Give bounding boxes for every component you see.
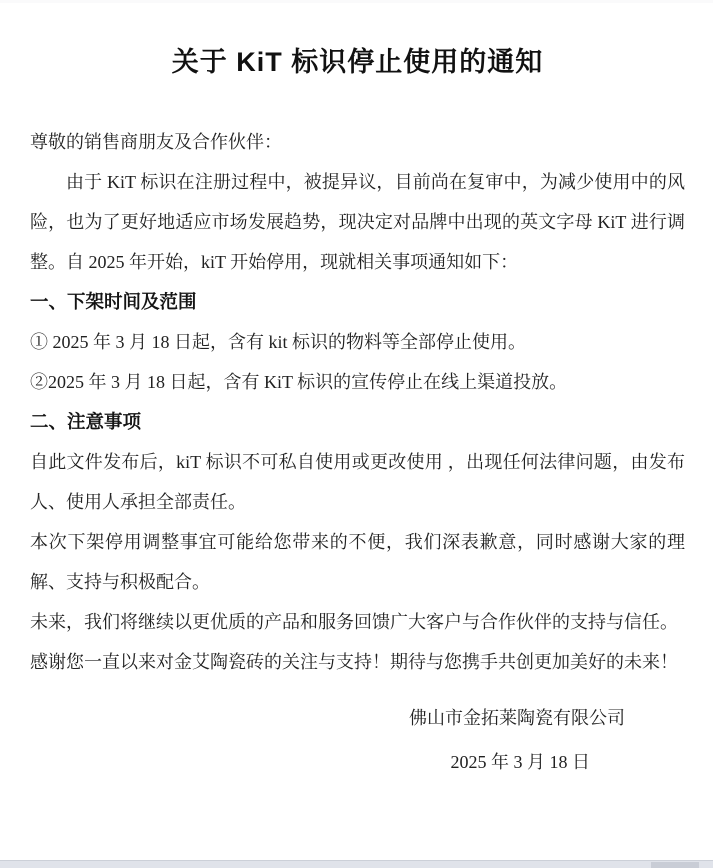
section-2-paragraph-2: 本次下架停用调整事宜可能给您带来的不便，我们深表歉意，同时感谢大家的理解、支持与积极配合。 (30, 532, 685, 592)
bottom-scrollbar[interactable] (0, 860, 713, 868)
salutation-line: 尊敬的销售商朋友及合作伙伴： (30, 132, 282, 152)
section-1-item-1: ① 2025 年 3 月 18 日起，含有 kit 标识的物料等全部停止使用。 (30, 332, 526, 352)
section-2-paragraph-4: 感谢您一直以来对金艾陶瓷砖的关注与支持！期待与您携手共创更加美好的未来！ (30, 652, 678, 672)
signature-date: 2025 年 3 月 18 日 (450, 752, 590, 772)
signature-block (30, 696, 685, 784)
intro-paragraph: 由于 KiT 标识在注册过程中，被提异议，目前尚在复审中，为减少使用中的风险，也为了更好地适应市场发展趋势，现决定对品牌中出现的英文字母 KiT 进行调整。自 2025 年开始，kiT 开始停用，现就相关事项通知如下： (30, 172, 685, 272)
section-1-heading: 一、下架时间及范围 (30, 291, 197, 312)
scrollbar-thumb[interactable] (651, 862, 699, 868)
section-2-heading: 二、注意事项 (30, 411, 142, 432)
section-2-paragraph-3: 未来，我们将继续以更优质的产品和服务回馈广大客户与合作伙伴的支持与信任。 (30, 612, 678, 632)
page-top-edge (0, 0, 713, 3)
signature-company-name: 佛山市金拓莱陶瓷有限公司 (409, 708, 625, 728)
document-title: 关于 KiT 标识停止使用的通知 (171, 47, 544, 77)
section-1-item-2: ②2025 年 3 月 18 日起，含有 KiT 标识的宣传停止在线上渠道投放。 (30, 372, 568, 392)
section-2-paragraph-1: 自此文件发布后，kiT 标识不可私自使用或更改使用 ，出现任何法律问题，由发布人、使用人承担全部责任。 (30, 452, 685, 512)
